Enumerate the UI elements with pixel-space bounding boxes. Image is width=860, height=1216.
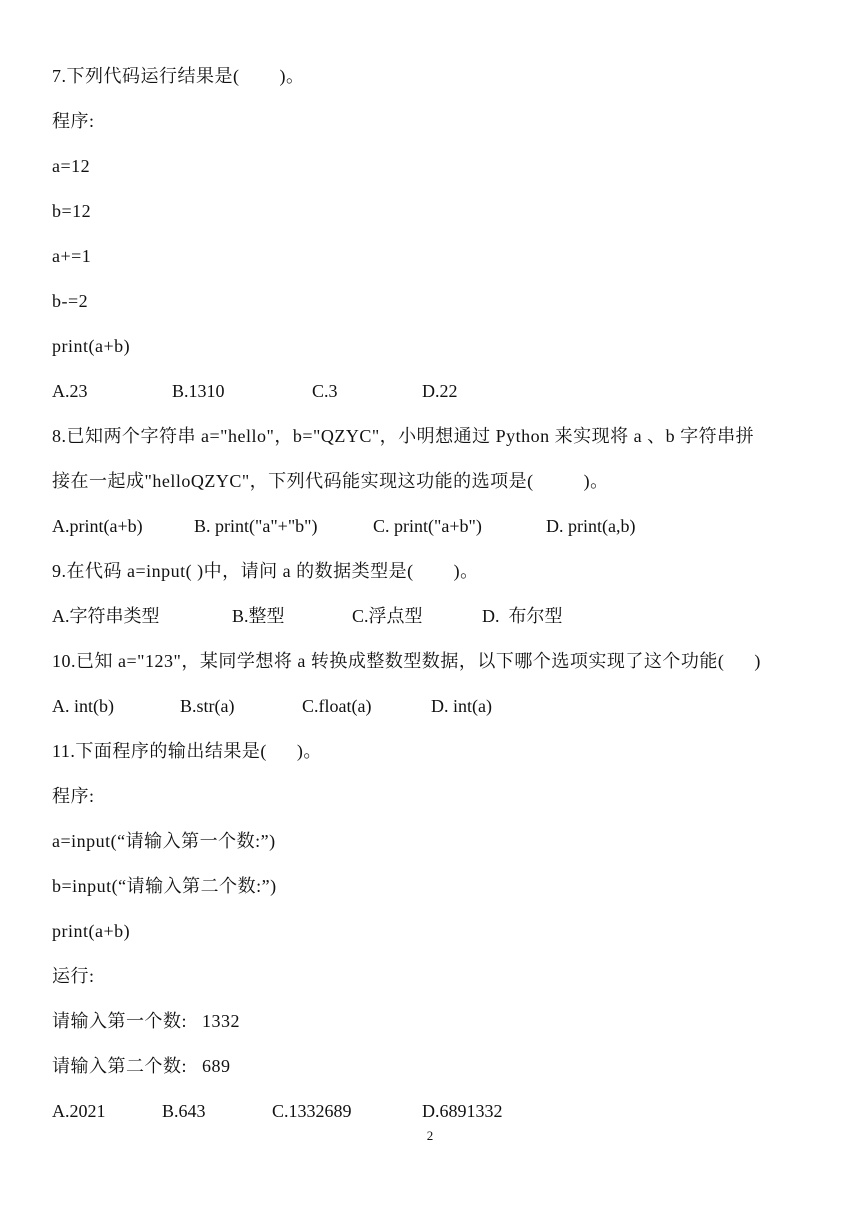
exam-page bbox=[52, 58, 812, 1138]
q11-option-a: A.2021 bbox=[52, 1101, 106, 1121]
q7-code-line: a+=1 bbox=[52, 246, 92, 266]
q8-option-d: D. print(a,b) bbox=[546, 516, 636, 536]
q11-code-line: print(a+b) bbox=[52, 921, 131, 941]
q11-option-d: D.6891332 bbox=[422, 1101, 503, 1121]
page-number: 2 bbox=[426, 1128, 434, 1143]
q8-option-c: C. print("a+b") bbox=[373, 516, 482, 536]
q9-option-a: A.字符串类型 bbox=[52, 606, 160, 626]
q9-option-c: C.浮点型 bbox=[352, 606, 423, 626]
q7-options bbox=[52, 373, 812, 418]
q8-stem-line2: 接在一起成"helloQZYC"，下列代码能实现这功能的选项是( )。 bbox=[52, 471, 609, 491]
q10-option-c: C.float(a) bbox=[302, 696, 372, 716]
q7-stem: 7.下列代码运行结果是( )。 bbox=[52, 66, 305, 86]
q7-code-line: a=12 bbox=[52, 156, 91, 176]
q7-code-line: print(a+b) bbox=[52, 336, 131, 356]
q9-option-d: D. 布尔型 bbox=[482, 606, 563, 626]
q8-option-b: B. print("a"+"b") bbox=[194, 516, 318, 536]
q11-option-b: B.643 bbox=[162, 1101, 206, 1121]
q11-code-line: b=input(“请输入第二个数:”) bbox=[52, 876, 277, 896]
q11-run-output: 请输入第二个数: 689 bbox=[52, 1056, 231, 1076]
q10-option-d: D. int(a) bbox=[431, 696, 492, 716]
q8-option-a: A.print(a+b) bbox=[52, 516, 143, 536]
q7-option-d: D.22 bbox=[422, 381, 458, 401]
q7-option-a: A.23 bbox=[52, 381, 88, 401]
q11-code-line: 程序: bbox=[52, 786, 95, 806]
q11-option-c: C.1332689 bbox=[272, 1101, 352, 1121]
q10-option-a: A. int(b) bbox=[52, 696, 114, 716]
q10-option-b: B.str(a) bbox=[180, 696, 235, 716]
q8-stem-line1: 8.已知两个字符串 a="hello"，b="QZYC"，小明想通过 Python 来实现将 a 、b 字符串拼 bbox=[52, 426, 755, 446]
q10-options bbox=[52, 688, 812, 733]
q9-stem: 9.在代码 a=input( )中，请问 a 的数据类型是( )。 bbox=[52, 561, 479, 581]
q10-stem: 10.已知 a="123"，某同学想将 a 转换成整数型数据，以下哪个选项实现了这个功能( ) bbox=[52, 651, 761, 671]
q7-option-c: C.3 bbox=[312, 381, 338, 401]
q7-code-line: b=12 bbox=[52, 201, 92, 221]
q9-option-b: B.整型 bbox=[232, 606, 285, 626]
q7-code-line: 程序: bbox=[52, 111, 95, 131]
q8-options bbox=[52, 508, 812, 553]
q11-run-label: 运行: bbox=[52, 966, 95, 986]
q7-option-b: B.1310 bbox=[172, 381, 225, 401]
q11-stem: 11.下面程序的输出结果是( )。 bbox=[52, 741, 322, 761]
q11-code-line: a=input(“请输入第一个数:”) bbox=[52, 831, 276, 851]
q11-run-output: 请输入第一个数: 1332 bbox=[52, 1011, 241, 1031]
q9-options bbox=[52, 598, 812, 643]
q7-code-line: b-=2 bbox=[52, 291, 89, 311]
